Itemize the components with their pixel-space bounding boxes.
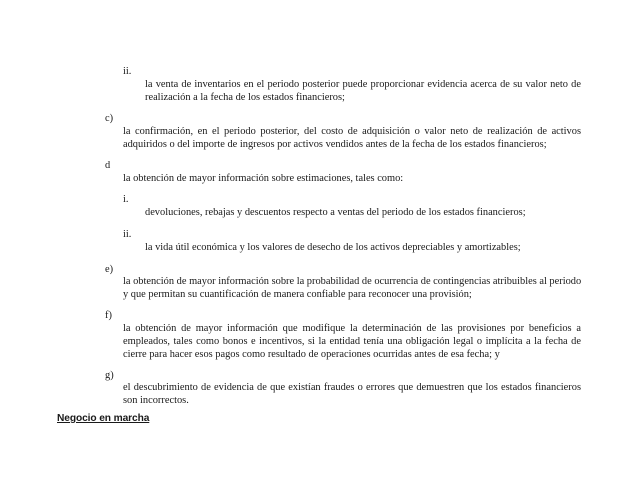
item-ii-second-line-1: la vida útil económica y los valores de desecho de los activos depreciables y amortizables; [145,242,521,253]
item-e-line-1: la obtención de mayor información sobre la probabilidad de ocurrencia de contingencias atribuibles al periodo [123,276,582,287]
item-c-line-2: adquiridos o del importe de ingresos por activos vendidos antes de la fecha de los estados financieros; [123,139,547,150]
item-f-line-3: cierre para hacer esos pagos como resultado de operaciones ocurridas antes de esa fecha; y [123,349,500,360]
item-f-line-2: empleados, tales como bonos e incentivos, si la entidad tenía una obligación legal o implícita a la fecha de [123,336,581,347]
list-marker-i: i. [123,194,129,205]
list-marker-ii-second: ii. [123,229,132,240]
list-marker-ii: ii. [123,66,132,77]
item-ii-line-2: realización a la fecha de los estados financieros; [145,92,345,103]
item-i-line-1: devoluciones, rebajas y descuentos respecto a ventas del periodo de los estados financieros; [145,207,526,218]
item-g-line-2: son incorrectos. [123,395,189,406]
list-marker-d: d [105,160,111,171]
list-marker-f: f) [105,310,112,321]
item-f-line-1: la obtención de mayor información que modifique la determinación de las provisiones por beneficios a [123,323,581,334]
list-marker-e: e) [105,264,114,275]
item-g-line-1: el descubrimiento de evidencia de que existían fraudes o errores que demuestren que los estados financieros [123,382,581,393]
item-c-line-1: la confirmación, en el periodo posterior, del costo de adquisición o valor neto de realización de activos [123,126,581,137]
item-d-line-1: la obtención de mayor información sobre estimaciones, tales como: [123,173,404,184]
list-marker-g: g) [105,370,114,381]
item-ii-line-1: la venta de inventarios en el periodo posterior puede proporcionar evidencia acerca de su valor neto de [145,79,581,90]
item-e-line-2: y que permitan su cuantificación de manera confiable para reconocer una provisión; [123,289,472,300]
section-heading: Negocio en marcha [57,413,150,424]
list-marker-c: c) [105,113,114,124]
